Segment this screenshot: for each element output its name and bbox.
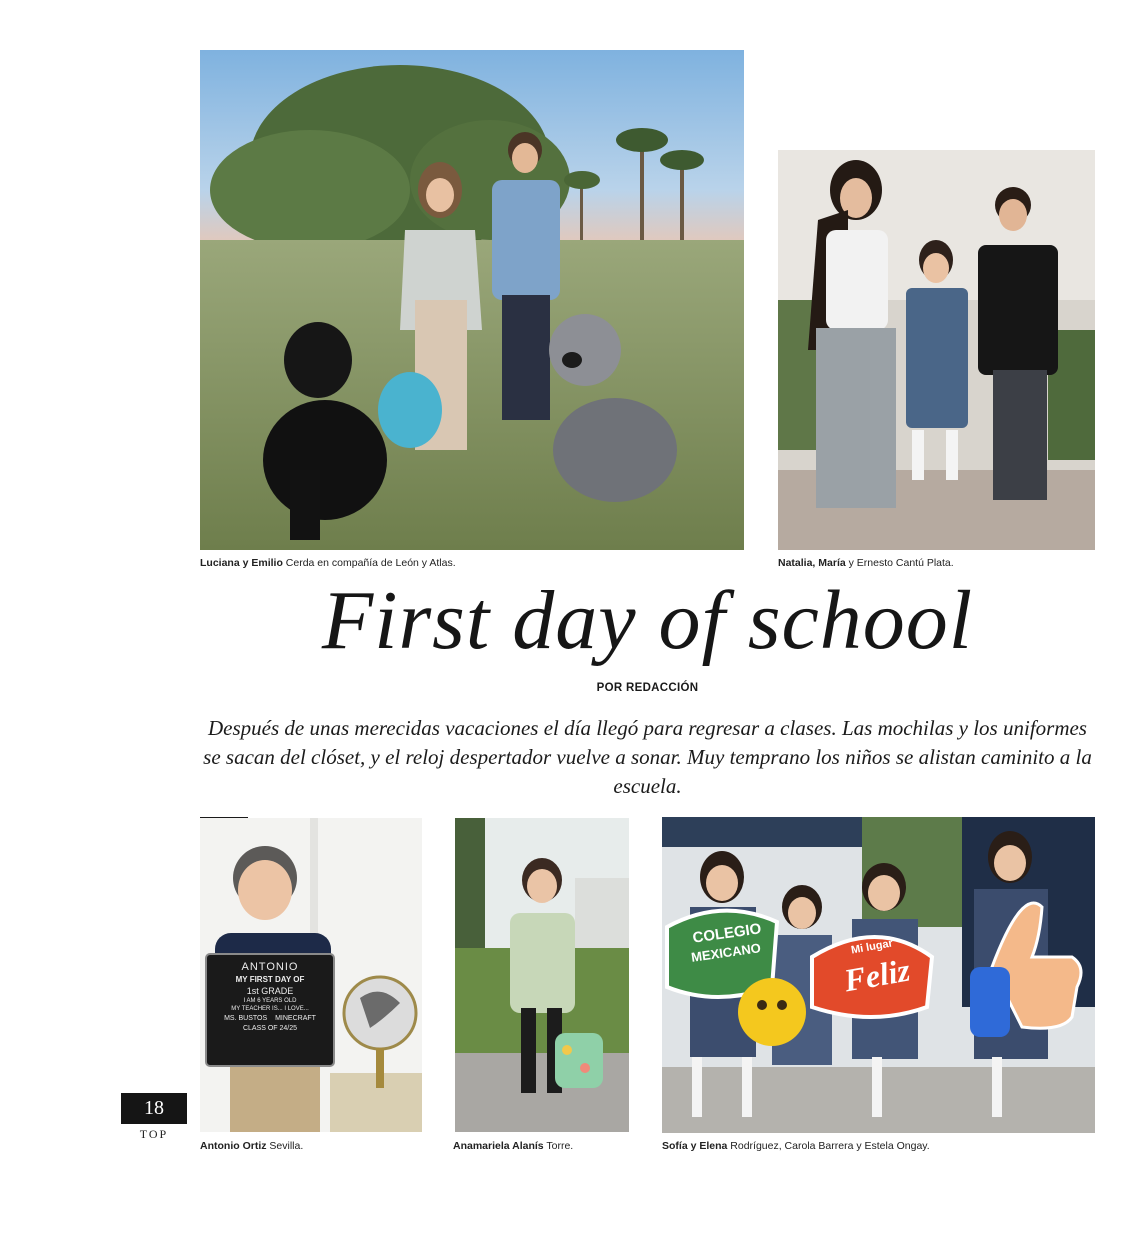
sign-mexicano: MEXICANO: [690, 940, 762, 965]
caption-photo-4: [453, 1140, 573, 1153]
photo-luciana-emilio: [200, 50, 744, 550]
chalkboard-teacher: [208, 1015, 332, 1022]
lead-paragraph: Después de unas merecidas vacaciones el día llegó para regresar a clases. Las mochilas y los uniformes se sacan del clóset, y el reloj despertador vuelve a sonar. Muy temprano los niños se alistan caminito a la escuela.: [203, 716, 1092, 798]
chalkboard-age: I AM 6 YEARS OLD: [243, 998, 297, 1004]
caption-names: Luciana y Emilio: [200, 557, 283, 569]
byline: POR REDACCIÓN: [596, 682, 699, 694]
caption-photo-2: [778, 557, 954, 570]
caption-names: Sofía y Elena: [662, 1140, 728, 1152]
sign-feliz: Feliz: [841, 951, 913, 999]
chalkboard-name: ANTONIO: [241, 961, 299, 973]
photo-antonio-ortiz: [200, 818, 422, 1132]
chalkboard-line: MY FIRST DAY OF: [235, 975, 305, 984]
photo-anamariela-alanis: [455, 818, 629, 1132]
caption-text: Rodríguez, Carola Barrera y Estela Ongay.: [727, 1140, 930, 1152]
sign-mi-lugar: Mi lugar: [850, 937, 894, 957]
chalkboard-grade: 1st GRADE: [246, 986, 294, 996]
page-number: 18: [121, 1093, 187, 1124]
chalkboard-teacher-name: MS. BUSTOS: [224, 1015, 268, 1022]
caption-photo-5: [662, 1140, 930, 1153]
caption-text: Sevilla.: [266, 1140, 304, 1152]
caption-photo-3: [200, 1140, 303, 1153]
caption-text: Cerda en compañía de León y Atlas.: [282, 557, 456, 569]
caption-names: Natalia, María: [778, 557, 846, 569]
photo-natalia-maria-ernesto: [778, 150, 1095, 550]
caption-names: Anamariela Alanís: [453, 1140, 544, 1152]
chalkboard: [208, 956, 332, 1064]
sign-colegio: COLEGIO: [691, 920, 763, 947]
caption-photo-1: [200, 557, 456, 570]
chalkboard-love: MINECRAFT: [275, 1015, 316, 1022]
chalkboard-teacher-label: MY TEACHER IS... I LOVE...: [231, 1006, 309, 1012]
headline: First day of school: [321, 574, 974, 667]
photo-sofia-elena-carola-estela: [662, 817, 1095, 1133]
caption-text: Torre.: [543, 1140, 574, 1152]
page-section-label: TOP: [139, 1127, 169, 1141]
caption-names: Antonio Ortiz: [200, 1140, 267, 1152]
caption-text: y Ernesto Cantú Plata.: [845, 557, 954, 569]
chalkboard-class: CLASS OF 24/25: [242, 1025, 298, 1032]
